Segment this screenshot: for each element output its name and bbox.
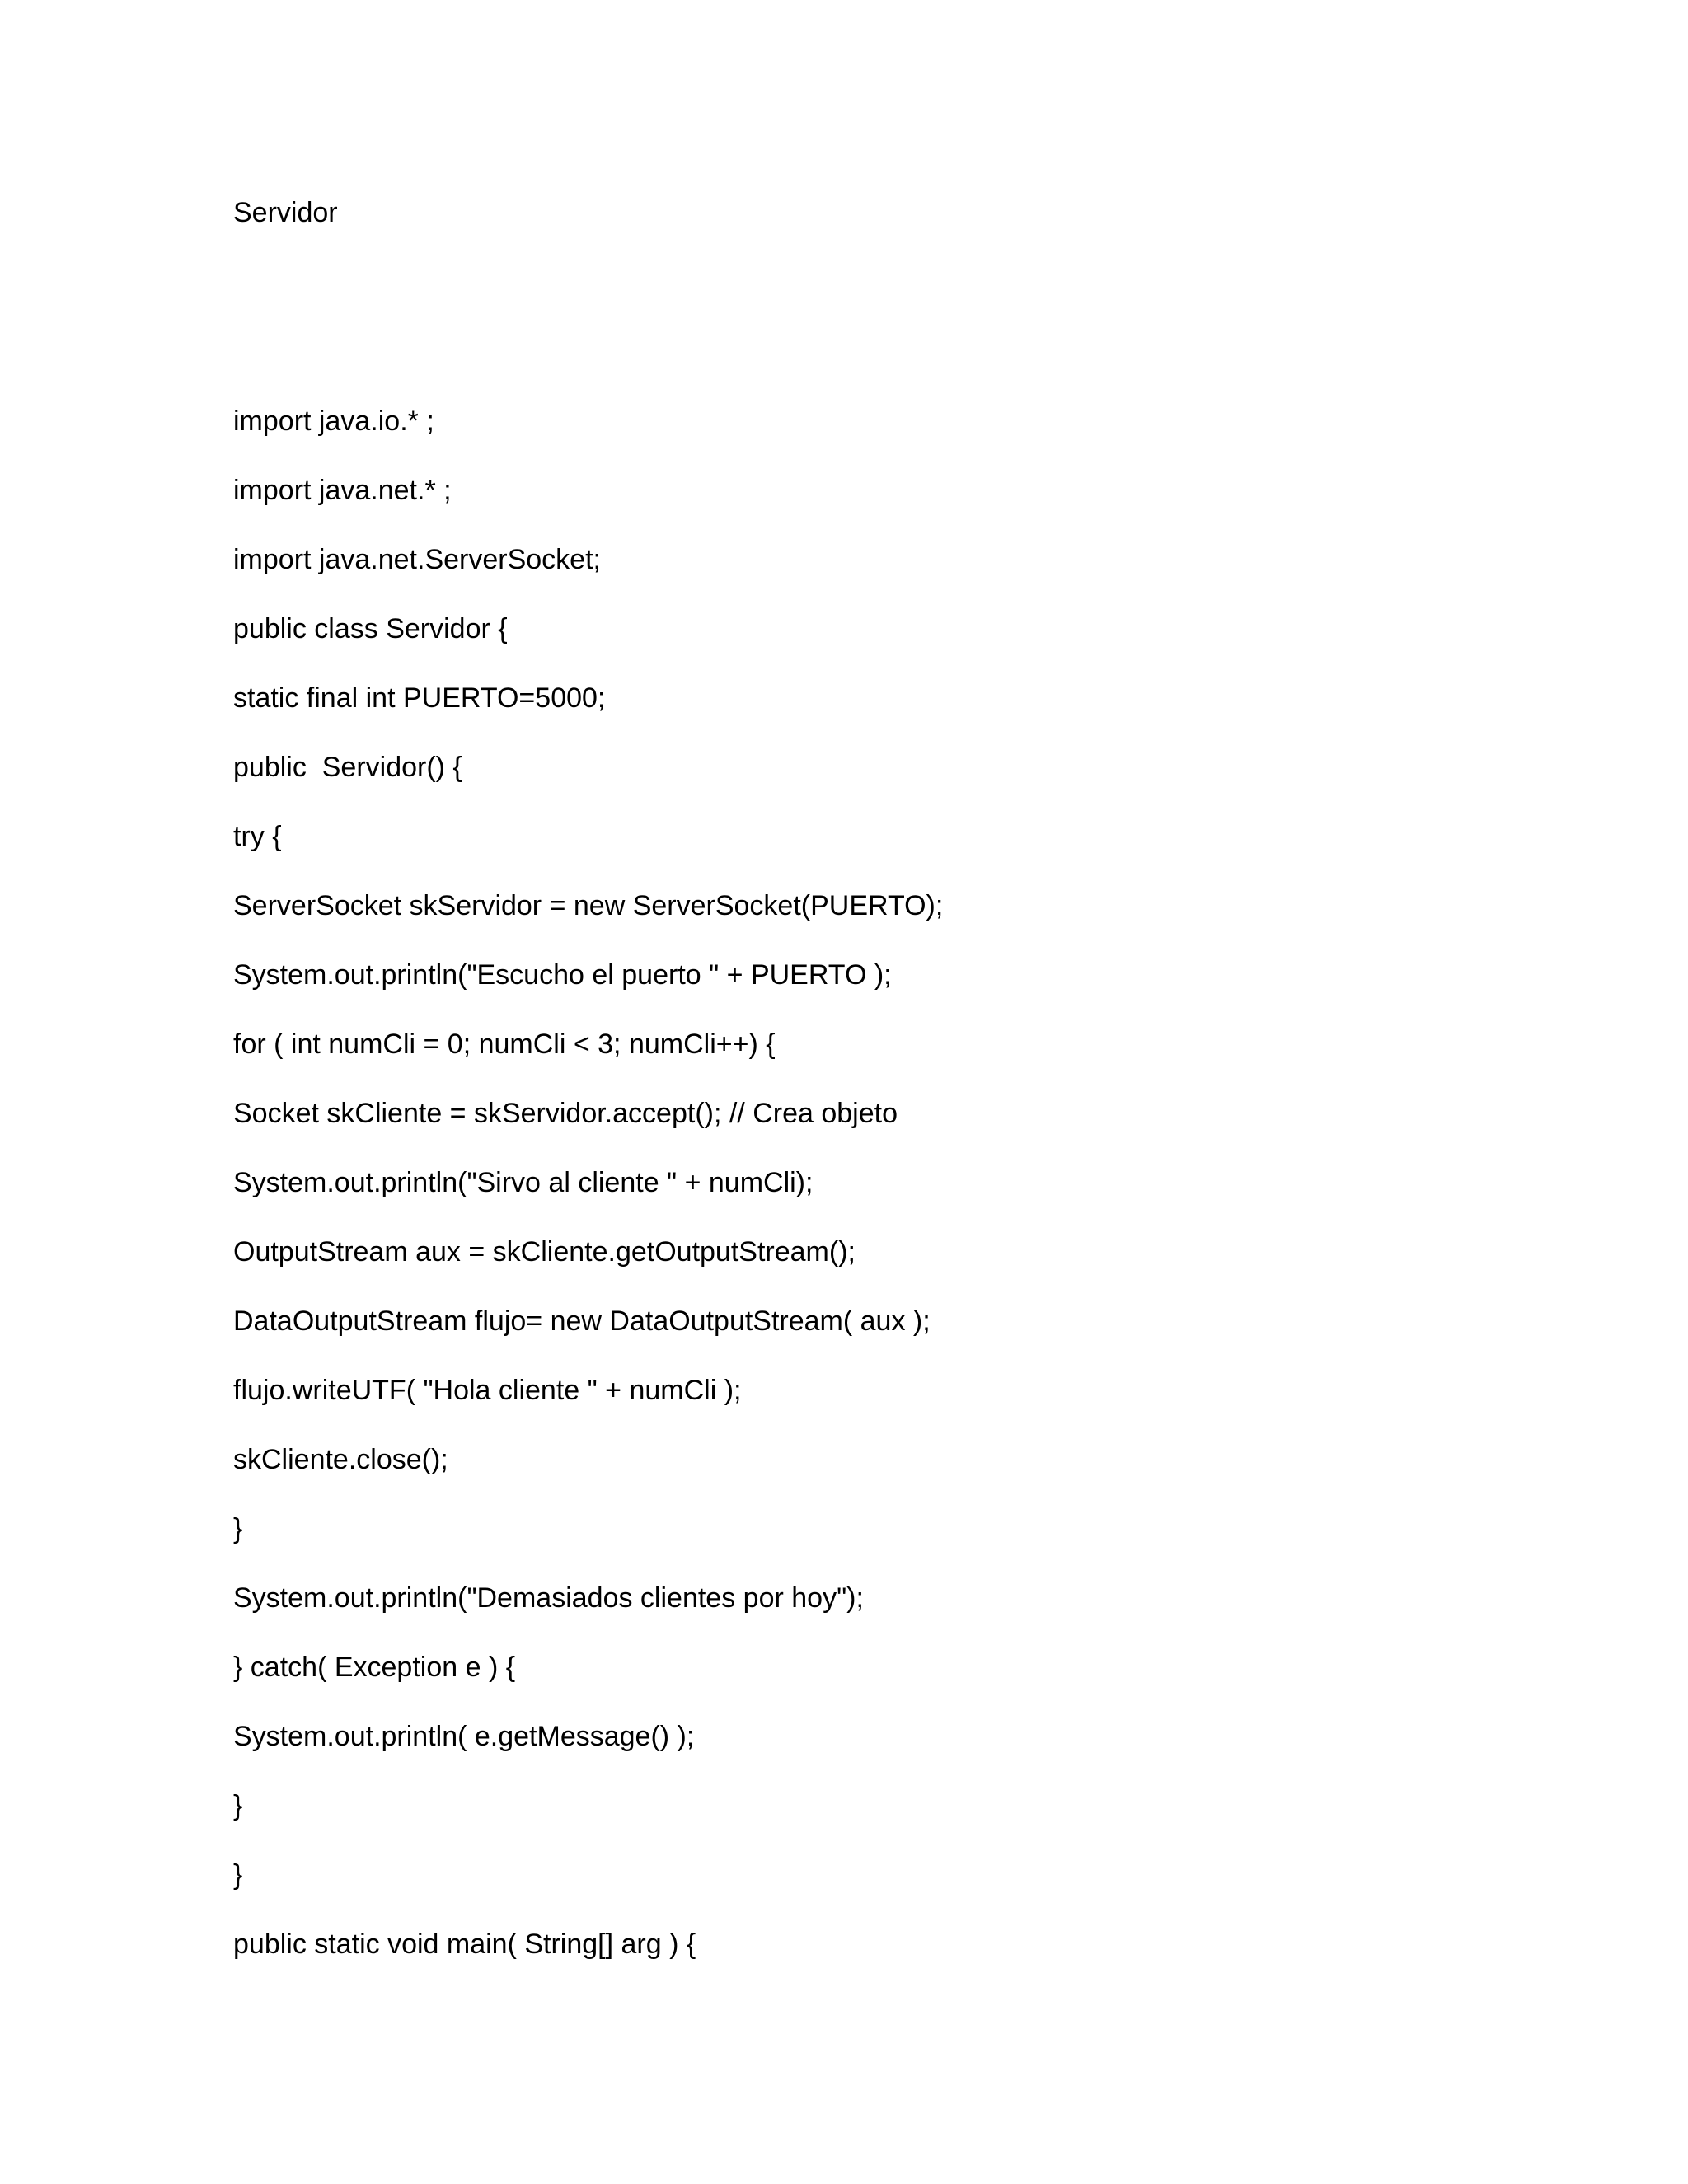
code-line: System.out.println("Escucho el puerto " + PUERTO );: [233, 959, 892, 991]
document-title: Servidor: [233, 197, 338, 228]
code-line: } catch( Exception e ) {: [233, 1652, 516, 1683]
code-line: System.out.println("Demasiados clientes por hoy");: [233, 1582, 864, 1614]
code-line: System.out.println( e.getMessage() );: [233, 1721, 695, 1752]
code-line: DataOutputStream flujo= new DataOutputStream( aux );: [233, 1305, 931, 1337]
code-line: try {: [233, 821, 282, 852]
code-line: Socket skCliente = skServidor.accept(); // Crea objeto: [233, 1098, 898, 1129]
code-line: import java.io.* ;: [233, 405, 434, 437]
code-line: public class Servidor {: [233, 613, 508, 644]
code-line: public Servidor() {: [233, 752, 462, 783]
code-line: for ( int numCli = 0; numCli < 3; numCli++) {: [233, 1029, 776, 1060]
code-line: OutputStream aux = skCliente.getOutputStream();: [233, 1236, 856, 1268]
code-line: ServerSocket skServidor = new ServerSocket(PUERTO);: [233, 890, 944, 921]
code-line: import java.net.* ;: [233, 475, 452, 506]
code-line: public static void main( String[] arg ) {: [233, 1929, 696, 1960]
code-line: static final int PUERTO=5000;: [233, 682, 606, 714]
code-line: }: [233, 1790, 243, 1821]
code-line: skCliente.close();: [233, 1444, 448, 1475]
code-line: import java.net.ServerSocket;: [233, 544, 601, 575]
code-line: }: [233, 1859, 243, 1891]
code-line: }: [233, 1513, 243, 1544]
code-line: flujo.writeUTF( "Hola cliente " + numCli );: [233, 1375, 742, 1406]
code-line: System.out.println("Sirvo al cliente " + numCli);: [233, 1167, 814, 1198]
